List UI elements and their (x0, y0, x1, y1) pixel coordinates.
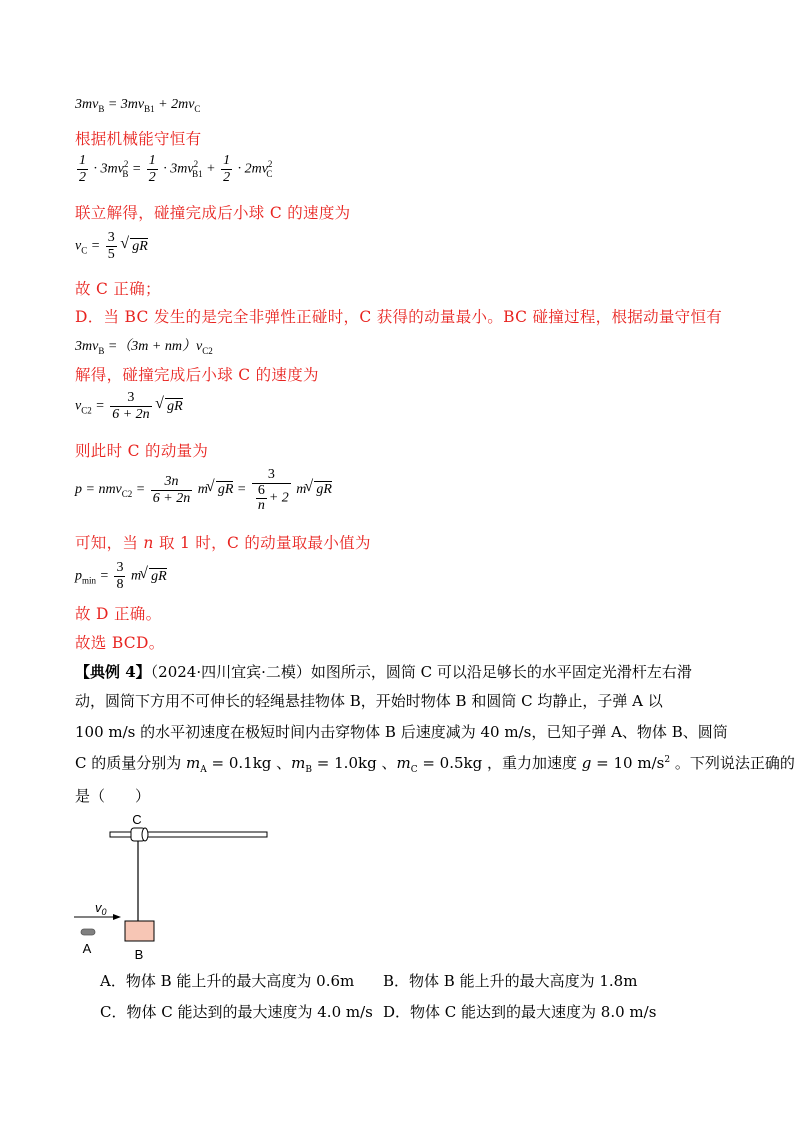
fraction-nested: 3 $\frac{6}{n}$ + 2 (252, 467, 291, 513)
fraction: $\frac{3}{5}$ (107, 230, 115, 262)
conclude-text: 可知，当 n 取 1 时，C 的动量取最小值为 (75, 534, 371, 552)
sqrt-gR: √ gR (130, 238, 148, 255)
eq-term: + 2mv (158, 97, 195, 112)
sqrt-gR: √ gR (149, 568, 167, 585)
example-label: 【典例 4】 (75, 663, 151, 681)
example-line-2: 动，圆筒下方用不可伸长的轻绳悬挂物体 B，开始时物体 B 和圆筒 C 均静止，子弹 A 以 (75, 692, 663, 710)
cylinder-c-end (142, 828, 148, 841)
p-equation: p = nmv$_{C2}$ = $\frac{3n}{6 + 2n}$ m√ gR = 3 $\frac{6}{n}$ + 2 m√ gR (75, 467, 332, 513)
sqrt-gR: √ gR (216, 481, 234, 498)
arrow-head (113, 914, 121, 920)
sqrt-gR: √ gR (314, 481, 332, 498)
option-c[interactable]: C．物体 C 能达到的最大速度为 4.0 m/s (100, 1003, 373, 1021)
eq-sub: B (98, 103, 105, 114)
physics-figure (65, 808, 285, 968)
example-line-1: 【典例 4】（2024·四川宜宾·二模）如图所示，圆筒 C 可以沿足够长的水平固定光滑杆左右滑 (75, 663, 692, 681)
energy-equation: $\frac{1}{2}$ · $3mv^2_B$ = $\frac{1}{2}$ · $3mv^2_{B1}$ + $\frac{1}{2}$ · $2mv^2_C$ (79, 153, 273, 185)
solve-text: 联立解得，碰撞完成后小球 C 的速度为 (75, 204, 351, 222)
option-b[interactable]: B．物体 B 能上升的最大高度为 1.8m (383, 972, 638, 990)
fraction: $\frac{3n}{6 + 2n}$ (152, 473, 191, 506)
pmin-equation: $p_{min}$ = $\frac{3}{8}$ m√ gR (75, 560, 167, 593)
c-correct: 故 C 正确； (75, 280, 161, 298)
vc-equation: $v_C$ = $\frac{3}{5}$ √ gR (75, 230, 148, 263)
eq-sub: B1 (144, 103, 155, 114)
option-a[interactable]: A．物体 B 能上升的最大高度为 0.6m (100, 972, 355, 990)
momentum-text: 则此时 C 的动量为 (75, 442, 209, 460)
d-analysis-text: D．当 BC 发生的是完全非弹性正碰时，C 获得的动量最小。BC 碰撞过程，根据动量守恒有 (75, 308, 723, 326)
eq-sub: C (194, 103, 201, 114)
fraction-half: $\frac{1}{2}$ (148, 153, 156, 185)
label-a: A (82, 941, 92, 956)
fraction-half: $\frac{1}{2}$ (79, 153, 86, 185)
fraction-half: $\frac{1}{2}$ (223, 153, 231, 185)
label-v0: $v_0$ (95, 900, 107, 917)
solve-text-2: 解得，碰撞完成后小球 C 的速度为 (75, 366, 319, 384)
choose-answer: 故选 BCD。 (75, 634, 165, 652)
momentum-equation-2: $3mv_B =(3m + nm)v_{C2}$ (75, 339, 213, 356)
example-source: （2024·四川宜宾·二模） (150, 663, 311, 681)
sqrt-gR: √ gR (165, 398, 183, 415)
label-c: C (132, 812, 142, 827)
d-correct: 故 D 正确。 (75, 605, 162, 623)
label-b: B (134, 947, 144, 962)
momentum-equation (75, 97, 200, 114)
eq-term: 3mv (75, 97, 99, 112)
example-line-5: 是（ ） (75, 787, 151, 805)
fraction: $\frac{3}{6 + 2n}$ (112, 390, 150, 422)
block-b (125, 921, 154, 941)
energy-text: 根据机械能守恒有 (75, 130, 202, 148)
bullet-a (81, 929, 95, 935)
eq-term: = 3mv (107, 97, 145, 112)
fraction: $\frac{3}{8}$ (116, 560, 124, 592)
option-d[interactable]: D．物体 C 能达到的最大速度为 8.0 m/s (383, 1003, 657, 1021)
example-line-4: C 的质量分别为 $m_A = 0.1kg$ 、$m_B = 1.0kg$ 、$m_C = 0.5kg$ ，重力加速度 g = 10 $m/s^2$ 。下列说法正确的 (75, 754, 795, 775)
example-line-3: 100 m/s 的水平初速度在极短时间内击穿物体 B 后速度减为 40 m/s，已知子弹 A、物体 B、圆筒 (75, 723, 728, 741)
vc2-equation: $v_{C2}$ = $\frac{3}{6 + 2n}$ √ gR (75, 390, 183, 423)
